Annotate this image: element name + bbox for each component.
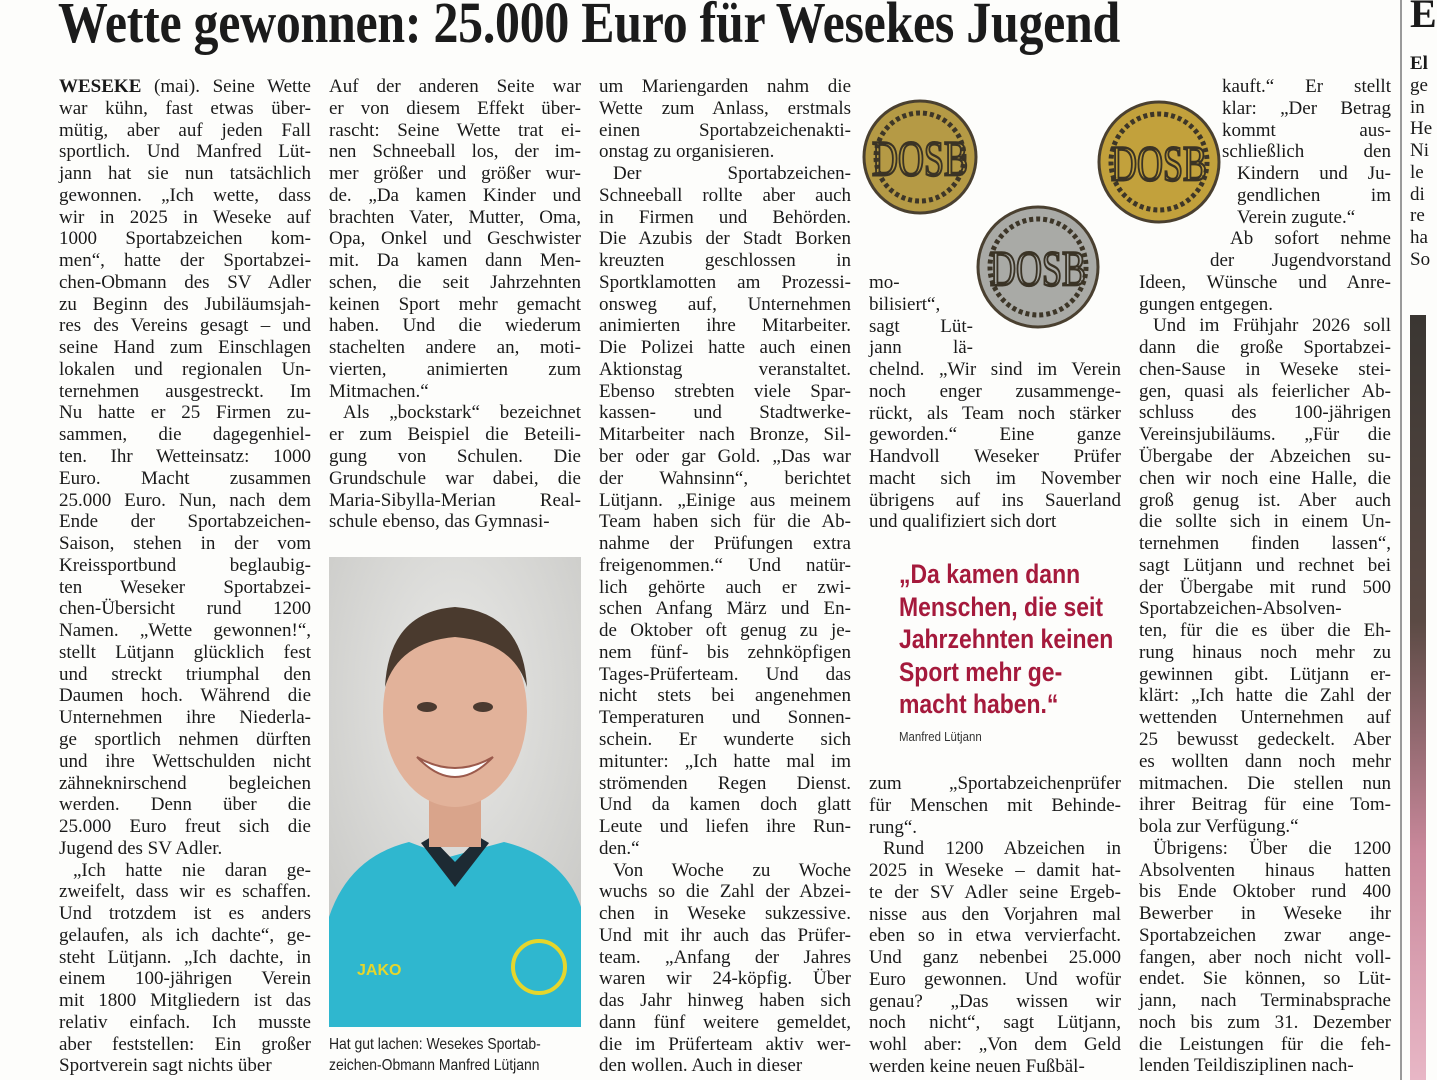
- next-article-line: di: [1410, 183, 1425, 205]
- svg-text:DOSB: DOSB: [1111, 136, 1207, 192]
- text-line: Und im Frühjahr 2026 soll: [1153, 315, 1391, 337]
- text-line: lokalen und regionalen Un-: [59, 358, 311, 380]
- next-article-line: ge: [1410, 74, 1428, 96]
- text-line: freigenommen.“ Und natür-: [599, 554, 851, 576]
- next-article-line: ha: [1410, 227, 1428, 249]
- text-line: und ihre Wettschulden nicht: [59, 750, 311, 772]
- text-line: Schneeball rollte aber auch: [599, 184, 851, 206]
- text-line: kommt aus-: [1222, 119, 1391, 141]
- text-line: werden. Denn über die: [59, 794, 311, 816]
- pull-quote-line: Jahrzehnten keinen: [899, 624, 1114, 654]
- text-line: zu Beginn des Jubiläumsjah-: [59, 293, 311, 315]
- text-line: rascht: Seine Wette trat ei-: [329, 119, 581, 141]
- next-article-line: So: [1410, 248, 1431, 270]
- text-line: wettenden Unternehmen auf: [1139, 707, 1391, 729]
- text-line: Und mit ihr auch das Prüfer-: [599, 924, 851, 946]
- text-line: ihrer Beitrag für eine Tom-: [1139, 794, 1391, 816]
- pull-quote-author: Manfred Lütjann: [899, 729, 982, 744]
- text-line: Kreissportbund beglaubig-: [59, 554, 311, 576]
- text-line: chen-Übersicht rund 1200: [59, 598, 311, 620]
- text-line: fangen, aber noch nicht voll-: [1139, 946, 1391, 968]
- text-line: kauft.“ Er stellt: [1222, 76, 1391, 97]
- next-article-line: He: [1410, 118, 1433, 140]
- text-line: Sportklamotten am Prozessi-: [599, 271, 851, 293]
- text-line: übrigens auf ins Sauerland: [869, 489, 1121, 511]
- text-line: endet. Sie können, so Lüt-: [1139, 968, 1391, 990]
- text-line: seine Hand zum Einschlagen: [59, 337, 311, 359]
- portrait-photo: [329, 557, 581, 1027]
- text-line: gendlichen im: [1237, 184, 1391, 206]
- text-line: 2025 in Weseke – damit hat-: [869, 860, 1121, 882]
- text-line: ternehmen ausgestreckt. Im: [59, 380, 311, 402]
- text-line: chelnd. „Wir sind im Verein: [869, 359, 1121, 381]
- column-1: [59, 76, 311, 1077]
- text-line: schein. Er wunderte sich: [599, 728, 851, 750]
- text-line: gewonnen. „Ich wette, dass: [59, 184, 311, 206]
- text-line: werden keine neuen Fußbäl-: [869, 1055, 1085, 1077]
- text-line: gewinnen gibt. Lütjann er-: [1139, 663, 1391, 685]
- next-article-line: in: [1410, 96, 1425, 118]
- text-line: Und ganz nebenbei 25.000: [869, 947, 1121, 969]
- text-line: rückt, als Team noch stärker: [869, 402, 1121, 424]
- text-line: der Jugendvorstand: [1210, 250, 1391, 272]
- text-line: Team haben sich für die Ab-: [599, 511, 851, 533]
- text-line: in Firmen und Behörden.: [599, 206, 851, 228]
- column-4-bottom: [869, 773, 1121, 1078]
- text-line: und streckt triumphal den: [59, 663, 311, 685]
- text-line: Ideen, Wünsche und Anre-: [1139, 271, 1391, 293]
- text-line: Mitarbeiter nach Bronze, Sil-: [599, 424, 851, 446]
- text-line: die im Prüferteam aktiv wer-: [599, 1033, 851, 1055]
- text-line: der Übergabe mit rund 500: [1139, 576, 1391, 598]
- text-line: gen, quasi als feierlicher Ab-: [1139, 380, 1391, 402]
- text-line: Sportabzeichen zwar ange-: [1139, 924, 1391, 946]
- text-line: noch nicht“, sagt Lütjann,: [869, 1012, 1121, 1034]
- text-line: dann die große Sportabzei-: [1139, 337, 1391, 359]
- pull-quote-line: „Da kamen dann: [899, 559, 1081, 589]
- text-line: nen Schneeball los, der im-: [329, 141, 581, 163]
- text-line: mit. Da kamen dann Men-: [329, 250, 581, 272]
- text-line: 25.000 Euro. Nun, nach dem: [59, 489, 311, 511]
- dateline: WESEKE: [59, 76, 142, 97]
- next-article-line: le: [1410, 161, 1424, 183]
- text-line: ten. Ihr Wetteinsatz: 1000: [59, 446, 311, 468]
- text-line: mitunter: „Ich hatte mal im: [599, 750, 851, 772]
- text-line: bilisiert“,: [869, 293, 941, 315]
- pull-quote-line: macht haben.“: [899, 689, 1059, 719]
- text-line: wuchs so die Zahl der Abzei-: [599, 881, 851, 903]
- text-line: Leute und liefen ihre Run-: [599, 816, 851, 838]
- text-line: es wollten dann noch mehr: [1139, 750, 1391, 772]
- text-line: Die Azubis der Stadt Borken: [599, 228, 851, 250]
- text-line: Bewerber in Weseke ihr: [1139, 903, 1391, 925]
- text-line: er von diesem Effekt über-: [329, 97, 581, 119]
- text-line: Der Sportabzeichen-: [613, 163, 851, 185]
- text-line: Wette zum Anlass, erstmals: [599, 97, 851, 119]
- text-line: sagt Lütjann und rechnet bei: [1139, 554, 1391, 576]
- text-line: eben so in etwa vervierfacht.: [869, 925, 1121, 947]
- text-line: war kühn, fast etwas über-: [59, 97, 311, 119]
- text-line: einem 100-jährigen Verein: [59, 968, 311, 990]
- text-line: rung hinaus noch mehr zu: [1139, 641, 1391, 663]
- text-line: zweifelt, dass wir es schaffen.: [59, 881, 311, 903]
- text-line: wohl aber: „Von dem Geld: [869, 1034, 1121, 1056]
- text-line: zum „Sportabzeichenprüfer: [869, 773, 1121, 794]
- text-line: lich gehörte auch er zwi-: [599, 576, 851, 598]
- text-line: jann hat sie nun tatsächlich: [59, 163, 311, 185]
- text-line: schule ebenso, das Gymnasi-: [329, 511, 550, 533]
- text-line: Absolventen hinaus hatten: [1139, 859, 1391, 881]
- text-line: gung von Schulen. Die: [329, 446, 581, 468]
- text-line: die sollte sich in einem Un-: [1139, 511, 1391, 533]
- text-line: noch enger zusammenge-: [869, 380, 1121, 402]
- text-line: rung“.: [869, 816, 918, 838]
- text-line: der Wahnsinn“, berichtet: [599, 467, 851, 489]
- pull-quote-line: Menschen, die seit: [899, 591, 1104, 622]
- text-line: men“, hatte der Sportabzei-: [59, 250, 311, 272]
- text-line: Handvoll Weseker Prüfer: [869, 446, 1121, 468]
- dosb-badges-image: [866, 72, 1218, 337]
- shirt-logo-text: JAKO: [357, 962, 402, 979]
- text-line: und qualifiziert sich dort: [869, 511, 1057, 533]
- text-line: genau? „Das wissen wir: [869, 990, 1121, 1012]
- text-line: das Jahr hinweg haben sich: [599, 990, 851, 1012]
- text-line: macht sich im November: [869, 467, 1121, 489]
- text-line: 1000 Sportabzeichen kom-: [59, 228, 311, 250]
- column-3: [599, 76, 851, 1077]
- text-line: bis Ende Oktober rund 400: [1139, 881, 1391, 903]
- text-line: bola zur Verfügung.“: [1139, 816, 1299, 838]
- column-2: [329, 76, 581, 533]
- text-line: mer größer und größer wur-: [329, 163, 581, 185]
- column-divider: [1400, 0, 1402, 1080]
- text-line: ber oder gar Gold. „Das war: [599, 446, 851, 468]
- text-line: nicht stets bei angenehmen: [599, 685, 851, 707]
- text-line: „Ich hatte nie daran ge-: [73, 859, 311, 881]
- text-line: animierten ihre Mitarbeiter.: [599, 315, 851, 337]
- text-line: kassen- und Stadtwerke-: [599, 402, 851, 424]
- text-line: Und trotzdem ist es anders: [59, 903, 311, 925]
- text-line: Namen. „Wette gewonnen!“,: [59, 620, 311, 642]
- text-line: Sportabzeichen-Absolven-: [1139, 598, 1342, 620]
- text-line: Lütjann. „Einige aus meinem: [599, 489, 851, 511]
- text-line: gelaufen, als ich dachte“, ge-: [59, 924, 311, 946]
- dosb-badge-2: [978, 207, 1098, 327]
- text-line: Übrigens: Über die 1200: [1153, 837, 1391, 859]
- text-line: Auf der anderen Seite war: [329, 76, 581, 97]
- next-article-line: Ni: [1410, 140, 1429, 162]
- text-line: klar: „Der Betrag: [1222, 97, 1391, 119]
- text-line: Sportverein sagt nichts über: [59, 1055, 272, 1077]
- text-line: Rund 1200 Abzeichen in: [883, 838, 1121, 860]
- text-line: Die Polizei hatte auch einen: [599, 337, 851, 359]
- text-line: Tages-Prüferteam. Und das: [599, 663, 851, 685]
- text-line: geworden.“ Eine ganze: [869, 424, 1121, 446]
- text-line: Von Woche zu Woche: [613, 859, 851, 881]
- text-line: Nu hatte er 25 Firmen zu-: [59, 402, 311, 424]
- text-line: mütig, aber auf jeden Fall: [59, 119, 311, 141]
- text-line: team. „Anfang der Jahres: [599, 946, 851, 968]
- text-line: strömenden Regen Dienst.: [599, 772, 851, 794]
- text-line: chen in Weseke sukzessive.: [599, 903, 851, 925]
- text-line: Aktionstag veranstaltet.: [599, 358, 851, 380]
- text-line: Ab sofort nehme: [1230, 228, 1391, 250]
- text-line: mo-: [869, 272, 900, 293]
- text-line: jann lä-: [869, 337, 973, 359]
- text-line: sammen, die dagegenhiel-: [59, 424, 311, 446]
- text-line: mitmachen. Die stellen nun: [1139, 772, 1391, 794]
- dosb-badge-3: [1099, 102, 1219, 222]
- text-line: nisse aus den Vorjahren mal: [869, 903, 1121, 925]
- text-line: noch bis zum 31. Dezember: [1139, 1011, 1391, 1033]
- text-line: Verein zugute.“: [1237, 206, 1356, 228]
- article-headline: Wette gewonnen: 25.000 Euro für Wesekes Jugend: [58, 0, 1120, 55]
- text-line: schen Anfang März und En-: [599, 598, 851, 620]
- text-line: [59, 76, 311, 98]
- text-line: mit 1800 Mitgliedern ist das: [59, 990, 311, 1012]
- text-line: er zum Beispiel die Beteili-: [329, 424, 581, 446]
- text-line: den wollen. Auch in dieser: [599, 1055, 803, 1077]
- text-line: 25.000 Euro freut sich die: [59, 816, 311, 838]
- text-line: klärt: „Ich hatte die Zahl der: [1139, 685, 1391, 707]
- next-article-photo: [1410, 315, 1426, 1080]
- text-line: Maria-Sibylla-Merian Real-: [329, 489, 581, 511]
- pull-quote-line: Sport mehr ge-: [899, 656, 1063, 687]
- text-line: Grundschule war dabei, die: [329, 467, 581, 489]
- next-article-headline: E: [1410, 0, 1437, 36]
- text-line: Übergabe der Abzeichen su-: [1139, 446, 1391, 468]
- text-line: schließlich den: [1222, 141, 1391, 163]
- text-line: relativ einfach. Ich musste: [59, 1011, 311, 1033]
- text-line: Mitmachen.“: [329, 380, 429, 402]
- text-line: schen, die seit Jahrzehnten: [329, 271, 581, 293]
- text-line: steht Lütjann. „Ich dachte, in: [59, 946, 311, 968]
- text-line: nahme der Prüfungen extra: [599, 533, 851, 555]
- text-line: chen-Obmann des SV Adler: [59, 271, 311, 293]
- text-line: die Leistungen für die feh-: [1139, 1033, 1391, 1055]
- text-line: onsweg auf, Unternehmen: [599, 293, 851, 315]
- text-line: stachelten andere an, moti-: [329, 337, 581, 359]
- next-article-fragment: [1410, 0, 1437, 1080]
- text-line: waren wir 24-köpfig. Über: [599, 968, 851, 990]
- svg-text:DOSB: DOSB: [872, 131, 968, 187]
- text-line: de Oktober oft genug zu je-: [599, 620, 851, 642]
- text-line: Vereinsjubiläums. „Für die: [1139, 424, 1391, 446]
- text-line: ge sportlich nehmen dürften: [59, 728, 311, 750]
- text-line: Saison, stehen in der vom: [59, 533, 311, 555]
- text-line: vierten, animierten zum: [329, 358, 581, 380]
- pull-quote: [899, 558, 1114, 721]
- text-line: 25 bewusst gedeckelt. Aber: [1139, 728, 1391, 750]
- text-line: einen Sportabzeichenakti-: [599, 119, 851, 141]
- text-line: Und da kamen doch glatt: [599, 794, 851, 816]
- caption-line: zeichen-Obmann Manfred Lütjann: [329, 1057, 540, 1074]
- text-line: für Menschen mit Behinde-: [869, 794, 1121, 816]
- text-line: ten Weseker Sportabzei-: [59, 576, 311, 598]
- text-line: brachten Vater, Mutter, Oma,: [329, 206, 581, 228]
- next-article-line: El: [1410, 53, 1428, 74]
- text-line: Euro. Macht zusammen: [59, 467, 311, 489]
- text-line: kreuzten geschlossen in: [599, 250, 851, 272]
- text-line: zähneknirschend begleichen: [59, 772, 311, 794]
- text-line: nem fünf- bis zehnköpfigen: [599, 641, 851, 663]
- text-line: wir in 2025 in Weseke auf: [59, 206, 311, 228]
- text-line: ten, für die es über die Eh-: [1139, 620, 1391, 642]
- text-line: Daumen hoch. Während die: [59, 685, 311, 707]
- text-line: um Mariengarden nahm die: [599, 76, 851, 97]
- text-line: Temperaturen und Sonnen-: [599, 707, 851, 729]
- text-line: groß genug ist. Aber auch: [1139, 489, 1391, 511]
- text-line: dann fünf weitere gemeldet,: [599, 1011, 851, 1033]
- text-line: ternehmen finden lassen“,: [1139, 533, 1391, 555]
- text-line: Unternehmen ihre Niederla-: [59, 707, 311, 729]
- text-line: jann, nach Terminabsprache: [1139, 990, 1391, 1012]
- text-line: te der SV Adler seine Ergeb-: [869, 881, 1121, 903]
- text-line: de. „Da kamen Kinder und: [329, 184, 581, 206]
- text-line: schluss des 100-jährigen: [1139, 402, 1391, 424]
- text-line: aber feststellen: Ein großer: [59, 1033, 311, 1055]
- dosb-badge-1: [864, 101, 976, 213]
- text-line: res des Vereins gesagt – und: [59, 315, 311, 337]
- text-line: chen wir noch eine Halle, die: [1139, 467, 1391, 489]
- text-line: den.“: [599, 837, 640, 859]
- text-line: stellt Lütjann glücklich fest: [59, 641, 311, 663]
- text-line-rest: (mai). Seine Wette: [154, 76, 311, 97]
- text-line: onstag zu organisieren.: [599, 141, 775, 163]
- text-line: keinen Sport mehr gemacht: [329, 293, 581, 315]
- text-line: chen-Sause in Weseke stei-: [1139, 358, 1391, 380]
- photo-caption: [329, 1034, 581, 1076]
- text-line: Kindern und Ju-: [1237, 163, 1391, 185]
- text-line: lenden Teildisziplinen nach-: [1139, 1055, 1354, 1077]
- text-line: Euro gewonnen. Und wofür: [869, 968, 1121, 990]
- text-line: Jugend des SV Adler.: [59, 837, 223, 859]
- text-line: sportlich. Und Manfred Lüt-: [59, 141, 311, 163]
- svg-text:DOSB: DOSB: [990, 241, 1086, 297]
- text-line: haben. Und die wiederum: [329, 315, 581, 337]
- text-line: Ende der Sportabzeichen-: [59, 511, 311, 533]
- text-line: Als „bockstark“ bezeichnet: [343, 402, 581, 424]
- text-line: sagt Lüt-: [869, 315, 973, 337]
- caption-line: Hat gut lachen: Wesekes Sportab-: [329, 1036, 541, 1053]
- next-article-line: re: [1410, 205, 1425, 227]
- text-line: Ebenso strebten viele Spar-: [599, 380, 851, 402]
- text-line: gungen entgegen.: [1139, 293, 1274, 315]
- text-line: Opa, Onkel und Geschwister: [329, 228, 581, 250]
